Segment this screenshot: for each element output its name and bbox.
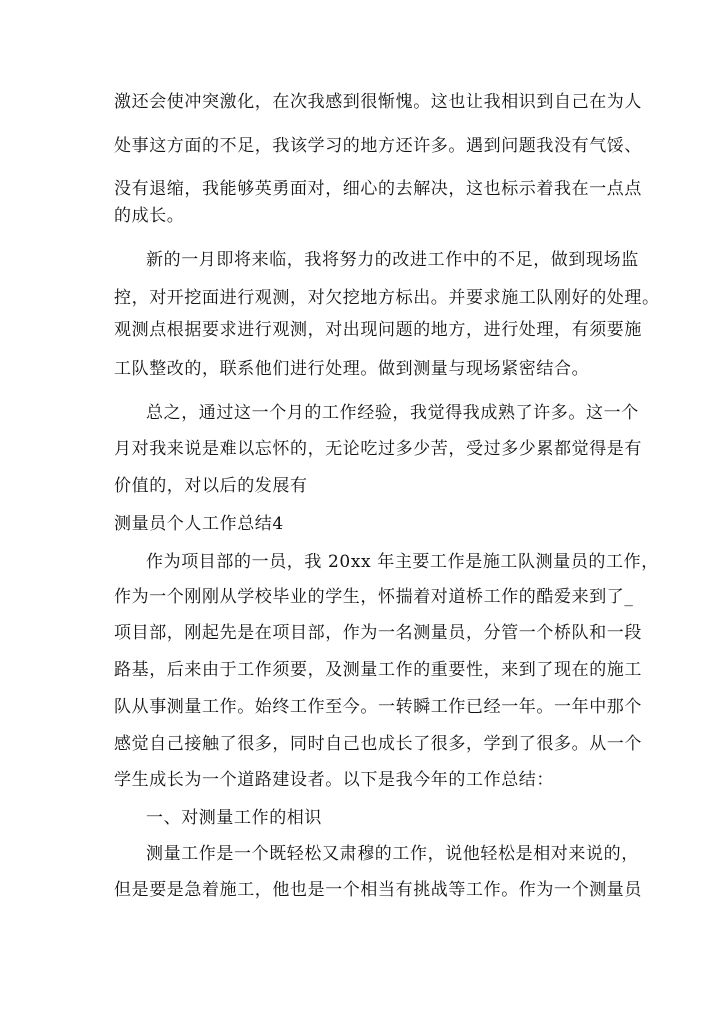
paragraph-line: 总之，通过这一个月的工作经验，我觉得我成熟了许多。这一个 (146, 403, 639, 423)
paragraph-line: 学生成长为一个道路建设者。以下是我今年的工作总结： (114, 770, 554, 790)
paragraph-line: 价值的，对以后的发展有 (114, 476, 308, 496)
paragraph-line: 月对我来说是难以忘怀的，无论吃过多少苦，受过多少累都觉得是有 (114, 439, 642, 459)
paragraph-line: 作为一个刚刚从学校毕业的学生，怀揣着对道桥工作的酷爱来到了_ (114, 587, 634, 607)
paragraph-line: 队从事测量工作。始终工作至今。一转瞬工作已经一年。一年中那个 (114, 697, 642, 717)
paragraph-line: 项目部，刚起先是在项目部，作为一名测量员，分管一个桥队和一段 (114, 623, 642, 643)
subsection-title: 一、对测量工作的相识 (146, 808, 322, 828)
section-title: 测量员个人工作总结4 (114, 514, 284, 534)
paragraph-line: 工队整改的，联系他们进行处理。做到测量与现场紧密结合。 (114, 359, 590, 379)
paragraph-line: 作为项目部的一员，我 20xx 年主要工作是施工队测量员的工作， (146, 552, 659, 572)
paragraph-line: 测量工作是一个既轻松又肃穆的工作，说他轻松是相对来说的， (146, 844, 639, 864)
paragraph-line: 处事这方面的不足，我该学习的地方还许多。遇到问题我没有气馁、 (114, 136, 642, 156)
paragraph-line: 控，对开挖面进行观测，对欠挖地方标出。并要求施工队刚好的处理。 (114, 288, 660, 308)
paragraph-line: 的成长。 (114, 206, 185, 226)
paragraph-line: 激还会使冲突激化，在次我感到很惭愧。这也让我相识到自己在为人 (114, 92, 642, 112)
paragraph-line: 路基，后来由于工作须要，及测量工作的重要性，来到了现在的施工 (114, 660, 642, 680)
paragraph-line: 没有退缩，我能够英勇面对，细心的去解决，这也标示着我在一点点 (114, 179, 642, 199)
paragraph-line: 观测点根据要求进行观测，对出现问题的地方，进行处理，有须要施 (114, 320, 642, 340)
paragraph-line: 但是要是急着施工，他也是一个相当有挑战等工作。作为一个测量员 (114, 880, 642, 900)
paragraph-line: 感觉自己接触了很多，同时自己也成长了很多，学到了很多。从一个 (114, 734, 642, 754)
paragraph-line: 新的一月即将来临，我将努力的改进工作中的不足，做到现场监 (146, 250, 639, 270)
